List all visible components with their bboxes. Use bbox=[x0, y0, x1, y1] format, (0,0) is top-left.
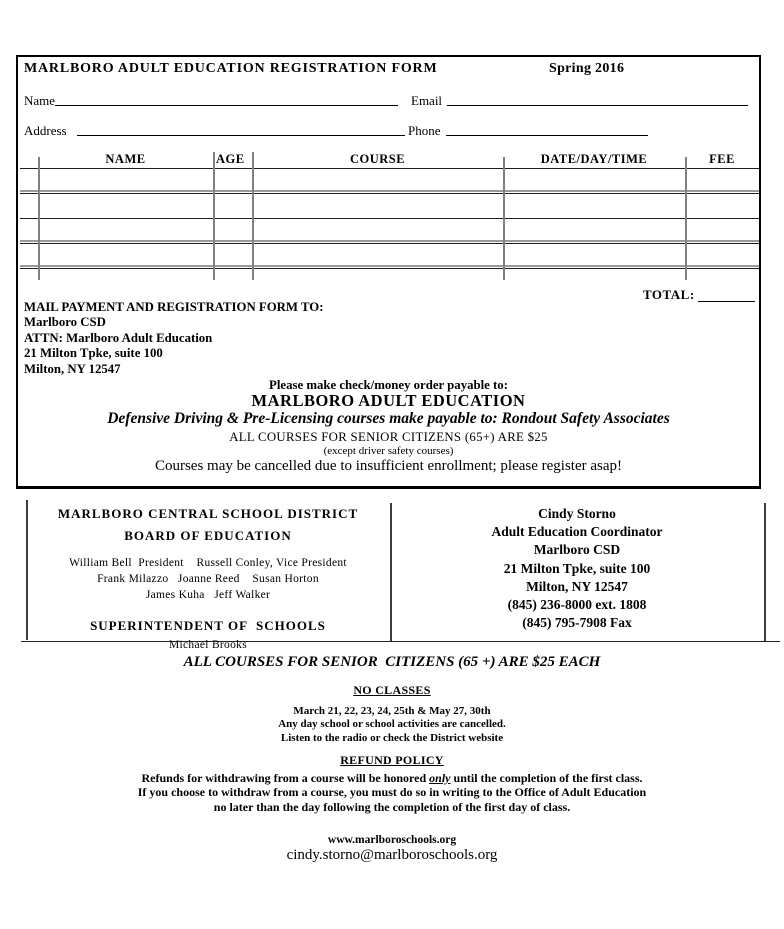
form-title: MARLBORO ADULT EDUCATION REGISTRATION FORM bbox=[24, 61, 438, 76]
superintendent-heading: SUPERINTENDENT OF SCHOOLS bbox=[90, 617, 326, 633]
coordinator-phone: (845) 236-8000 ext. 1808 bbox=[507, 597, 647, 613]
driver-safety-exception: (except driver safety courses) bbox=[323, 445, 454, 457]
table-header-fee: FEE bbox=[709, 152, 735, 166]
table-column-line bbox=[503, 157, 505, 280]
refund-line-1 bbox=[0, 771, 784, 785]
coordinator-cell bbox=[390, 505, 764, 632]
table-row-line bbox=[20, 218, 759, 219]
table-column-line bbox=[213, 152, 215, 280]
coordinator-city: Milton, NY 12547 bbox=[526, 578, 628, 594]
no-classes-heading: NO CLASSES bbox=[353, 683, 431, 697]
senior-price-note: ALL COURSES FOR SENIOR CITIZENS (65+) ARE $25 bbox=[229, 430, 548, 444]
no-classes-line: Any day school or school activities are cancelled. bbox=[278, 718, 506, 731]
total-underline bbox=[698, 301, 755, 302]
email-label: Email bbox=[411, 93, 443, 108]
payable-driving-note: Defensive Driving & Pre-Licensing courses make payable to: Rondout Safety Associates bbox=[107, 410, 670, 427]
section-right-border bbox=[764, 503, 766, 641]
payable-payee: MARLBORO ADULT EDUCATION bbox=[251, 391, 526, 410]
form-term: Spring 2016 bbox=[549, 61, 625, 76]
table-column-line bbox=[685, 157, 687, 280]
superintendent-name: Michael Brooks bbox=[169, 638, 247, 651]
table-header-name: NAME bbox=[105, 152, 146, 166]
table-column-line bbox=[38, 157, 40, 280]
refund-policy-paragraph bbox=[0, 771, 784, 814]
coordinator-org: Marlboro CSD bbox=[533, 542, 621, 558]
phone-label: Phone bbox=[408, 123, 441, 138]
refund-line-3: no later than the day following the completion of the first day of class. bbox=[213, 799, 571, 814]
refund-line-1-post: until the completion of the first class. bbox=[450, 771, 643, 785]
name-underline bbox=[55, 105, 398, 106]
table-header-datetime: DATE/DAY/TIME bbox=[540, 152, 648, 166]
coordinator-title: Adult Education Coordinator bbox=[491, 524, 663, 540]
table-row-line bbox=[20, 168, 759, 169]
district-name: MARLBORO CENTRAL SCHOOL DISTRICT bbox=[57, 506, 359, 521]
mail-to-line: Milton, NY 12547 bbox=[24, 361, 121, 376]
table-row-line bbox=[20, 265, 759, 267]
mail-to-line: Marlboro CSD bbox=[24, 315, 106, 330]
table-row-line bbox=[20, 243, 759, 244]
mail-to-heading: MAIL PAYMENT AND REGISTRATION FORM TO: bbox=[24, 300, 324, 314]
table-row-line bbox=[20, 240, 759, 242]
table-row-line bbox=[20, 190, 759, 192]
seniors-price-banner: ALL COURSES FOR SENIOR CITIZENS (65 +) ARE $25 EACH bbox=[183, 654, 601, 670]
board-members-line: Frank Milazzo Joanne Reed Susan Horton bbox=[97, 573, 319, 586]
table-row-line bbox=[20, 193, 759, 194]
no-classes-line: March 21, 22, 23, 24, 25th & May 27, 30th bbox=[293, 705, 491, 717]
mail-to-block bbox=[24, 300, 444, 377]
board-members-line: James Kuha Jeff Walker bbox=[145, 589, 271, 602]
refund-heading-wrap bbox=[0, 751, 784, 769]
table-header-age: AGE bbox=[216, 152, 245, 166]
refund-heading: REFUND POLICY bbox=[340, 753, 444, 767]
district-cell bbox=[26, 502, 390, 653]
email-underline bbox=[447, 105, 748, 106]
coordinator-address: 21 Milton Tpke, suite 100 bbox=[503, 560, 651, 576]
no-classes-line: Listen to the radio or check the District website bbox=[280, 731, 504, 744]
table-column-line bbox=[252, 152, 254, 280]
total-label: TOTAL: bbox=[643, 287, 695, 302]
refund-line-1-only: only bbox=[429, 771, 451, 785]
cancellation-note: Courses may be cancelled due to insufficient enrollment; please register asap! bbox=[154, 458, 623, 474]
refund-line-1-pre: Refunds for withdrawing from a course will be honored bbox=[141, 771, 430, 785]
phone-underline bbox=[446, 135, 648, 136]
no-classes-details bbox=[0, 705, 784, 745]
coordinator-name: Cindy Storno bbox=[538, 506, 616, 521]
mail-to-line: 21 Milton Tpke, suite 100 bbox=[24, 346, 163, 361]
board-members-line: William Bell President Russell Conley, Vice President bbox=[69, 557, 347, 569]
coordinator-fax: (845) 795-7908 Fax bbox=[522, 615, 632, 631]
website-link: www.marlboroschools.org bbox=[327, 834, 457, 846]
refund-line-2: If you choose to withdraw from a course, you must do so in writing to the Office of Adult Education bbox=[137, 785, 647, 800]
email-link: cindy.storno@marlboroschools.org bbox=[286, 847, 498, 863]
name-label: Name bbox=[24, 93, 56, 108]
address-label: Address bbox=[24, 123, 67, 138]
mail-to-line: ATTN: Marlboro Adult Education bbox=[24, 330, 213, 345]
table-header-course: COURSE bbox=[349, 152, 406, 166]
address-underline bbox=[77, 135, 405, 136]
payable-instruction: Please make check/money order payable to: bbox=[269, 378, 508, 392]
table-row-line bbox=[20, 268, 759, 269]
board-heading: BOARD OF EDUCATION bbox=[124, 528, 292, 543]
no-classes-heading-wrap bbox=[0, 681, 784, 699]
